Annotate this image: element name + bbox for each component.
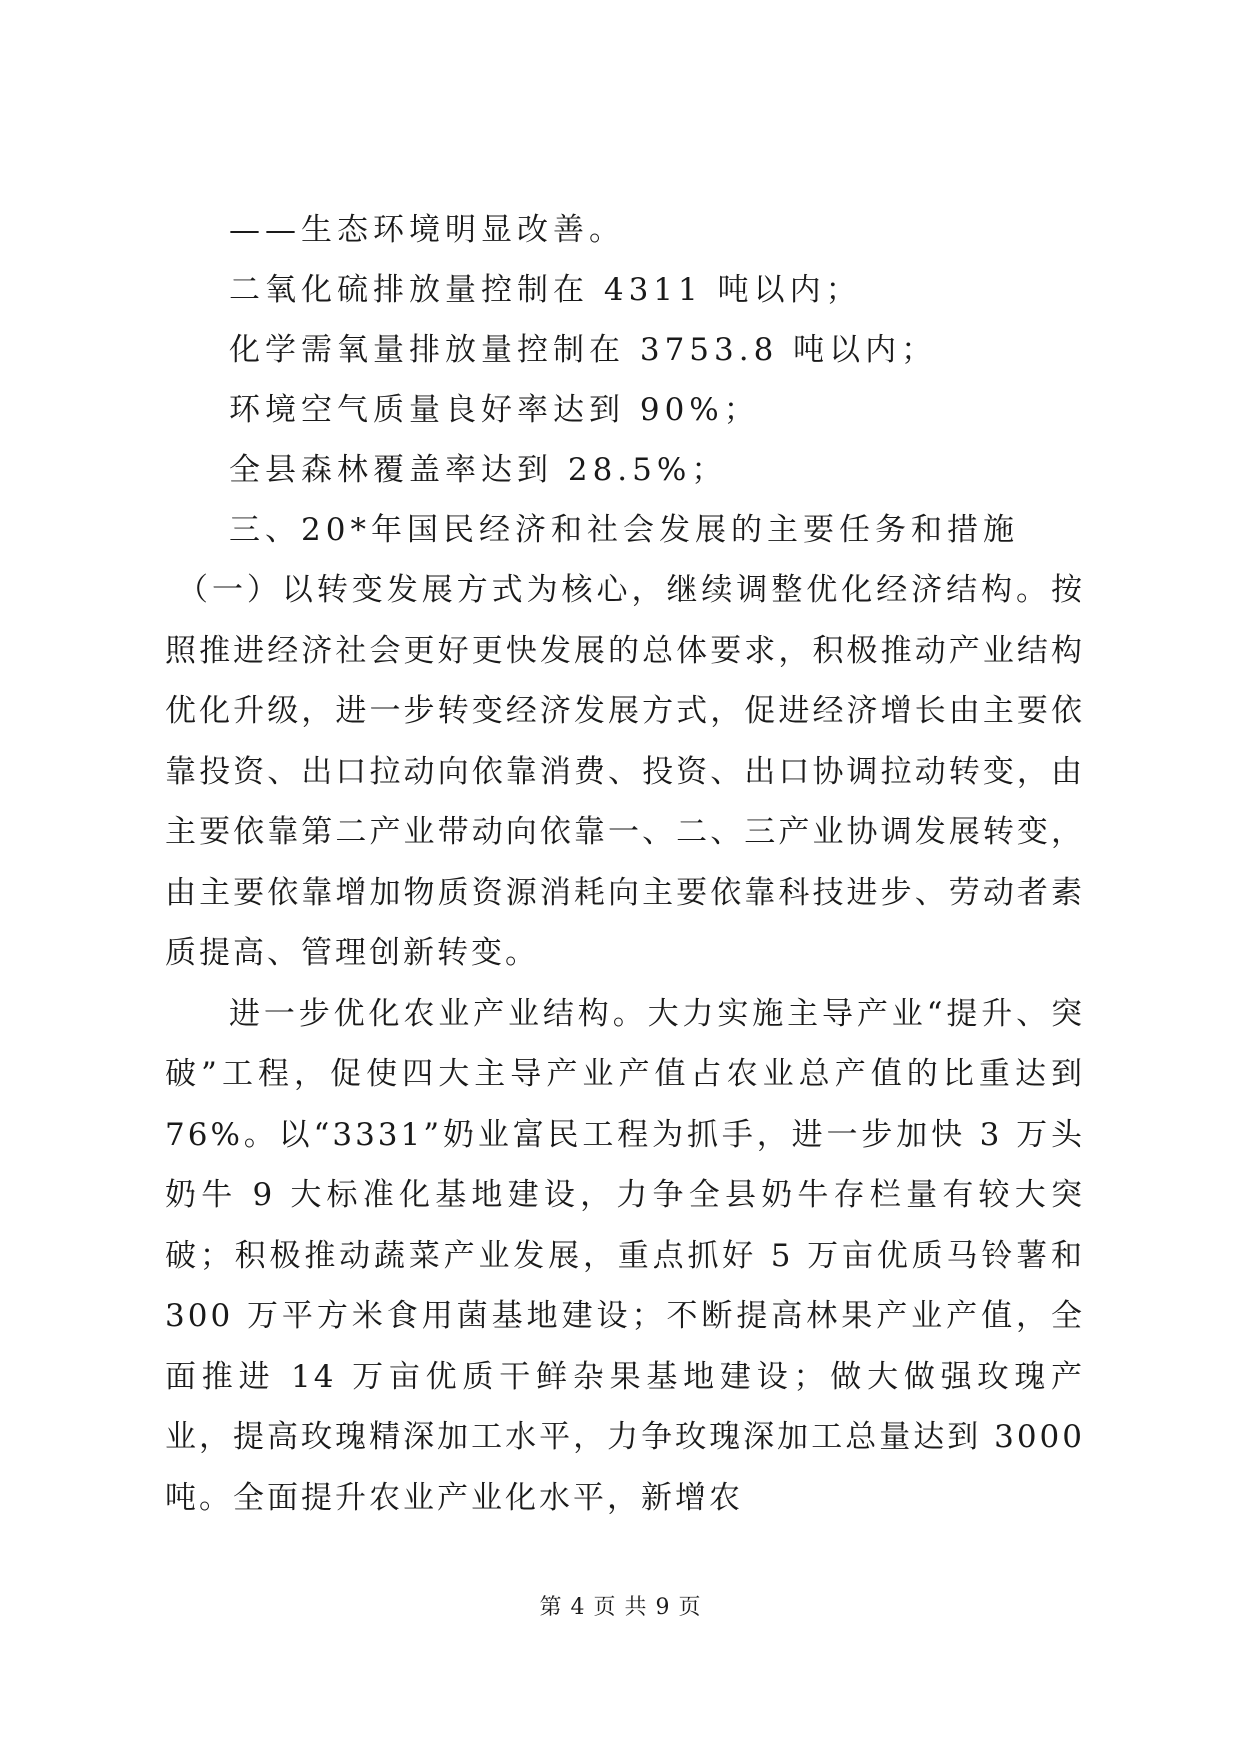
- text-line-forest-coverage-target: 全县森林覆盖率达到 28.5%；: [229, 452, 728, 488]
- text-line-air-quality-target: 环境空气质量良好率达到 90%；: [229, 392, 760, 428]
- text-line-ecology-heading: ——生态环境明显改善。: [229, 212, 625, 248]
- text-line-cod-target: 化学需氧量排放量控制在 3753.8 吨以内；: [229, 332, 938, 368]
- text-line-so2-target: 二氧化硫排放量控制在 4311 吨以内；: [229, 272, 862, 308]
- section-heading-tasks: 三、20*年国民经济和社会发展的主要任务和措施: [229, 512, 1019, 548]
- paragraph-economic-structure: （一）以转变发展方式为核心，继续调整优化经济结构。按照推进经济社会更好更快发展的总体要求，积极推动产业结构优化升级，进一步转变经济发展方式，促进经济增长由主要依靠投资、出口拉动向依靠消费、投资、出口协调拉动转变，由主要依靠第二产业带动向依靠一、二、三产业协调发展转变，由主要依靠增加物质资源消耗向主要依靠科技进步、劳动者素质提高、管理创新转变。: [165, 572, 1085, 971]
- page-number-footer: 第 4 页 共 9 页: [539, 1595, 702, 1620]
- paragraph-agriculture: 进一步优化农业产业结构。大力实施主导产业“提升、突破”工程，促使四大主导产业产值占农业总产值的比重达到 76%。以“3331”奶业富民工程为抓手，进一步加快 3 万头奶牛 9 大标准化基地建设，力争全县奶牛存栏量有较大突破；积极推动蔬菜产业发展，重点抓好 5 万亩优质马铃薯和 300 万平方米食用菌基地建设；不断提高林果产业产值，全面推进 14 万亩优质干鲜杂果基地建设；做大做强玫瑰产业，提高玫瑰精深加工水平，力争玫瑰深加工总量达到 3000 吨。全面提升农业产业化水平，新增农: [165, 995, 1085, 1516]
- document-body: [165, 200, 1085, 1528]
